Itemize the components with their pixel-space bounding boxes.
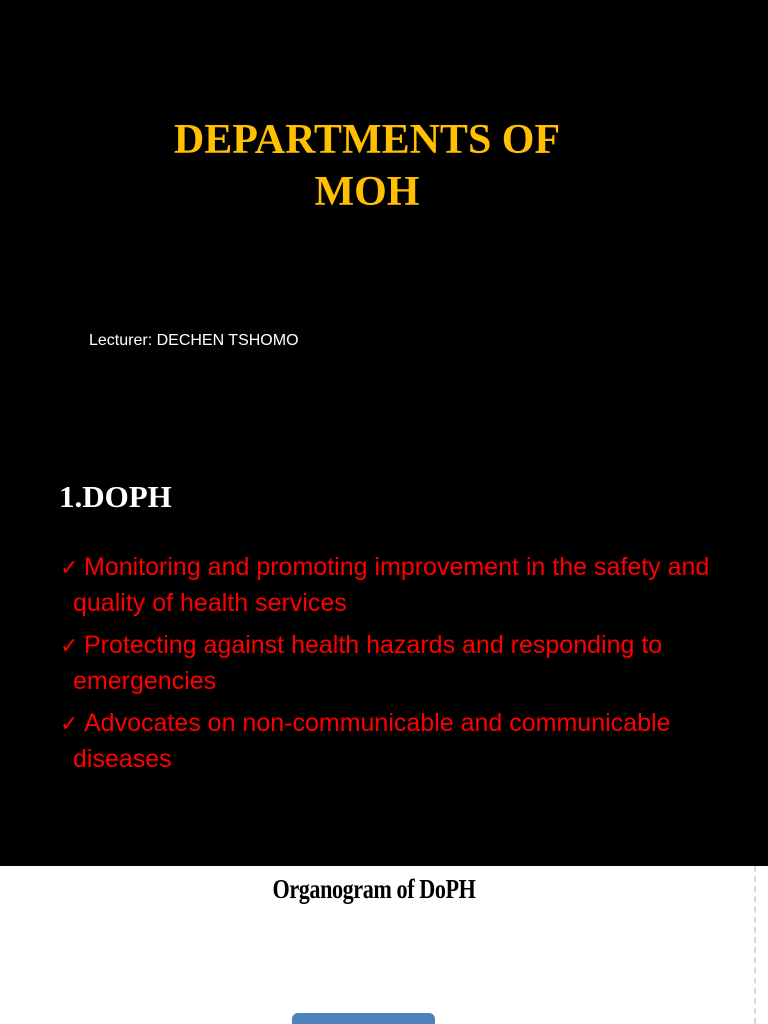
doph-slide xyxy=(0,432,768,866)
lecturer-name: Lecturer: DECHEN TSHOMO xyxy=(89,332,299,349)
bullet-item xyxy=(60,628,740,699)
slide-edge-divider xyxy=(753,866,756,1024)
title-slide xyxy=(0,0,768,432)
organogram-title: Organogram of DoPH xyxy=(272,874,476,904)
bullet-text: Protecting against health hazards and responding to emergencies xyxy=(73,631,663,695)
bullet-list xyxy=(60,550,740,784)
organogram-slide xyxy=(0,866,768,1024)
bullet-item xyxy=(60,706,740,777)
check-icon: ✓ xyxy=(60,634,79,659)
organogram-top-box xyxy=(292,1013,435,1024)
slide-title xyxy=(0,114,734,218)
slide-title-line-2: MOH xyxy=(314,169,420,215)
section-title: 1.DOPH xyxy=(59,479,172,514)
check-icon: ✓ xyxy=(60,556,79,581)
slide-title-line-1: DEPARTMENTS OF xyxy=(173,117,561,163)
bullet-text: Monitoring and promoting improvement in the safety and quality of health services xyxy=(73,553,710,617)
bullet-text: Advocates on non-communicable and communicable diseases xyxy=(73,709,671,773)
check-icon: ✓ xyxy=(60,712,79,737)
bullet-item xyxy=(60,550,740,621)
